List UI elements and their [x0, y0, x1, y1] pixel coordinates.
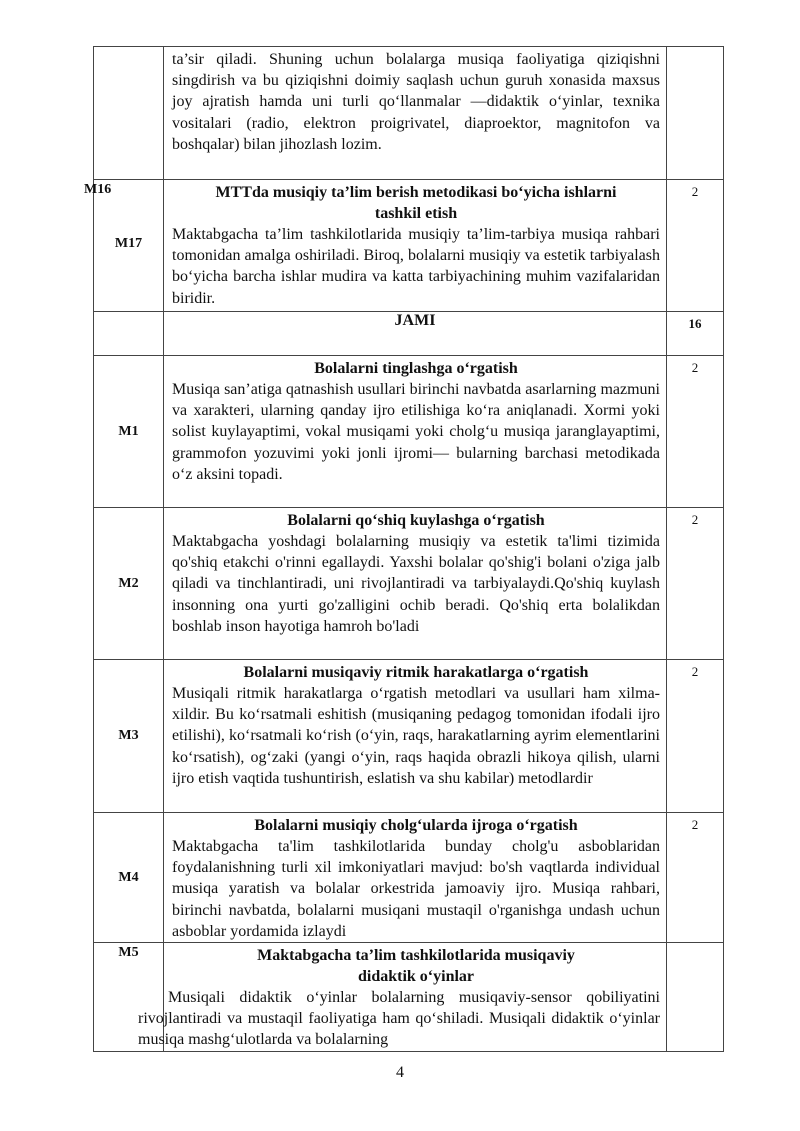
content-cell [164, 660, 667, 813]
content-cell [138, 943, 667, 1052]
code-cell [94, 47, 164, 180]
hours-cell: 2 [667, 660, 724, 813]
total-hours: 16 [667, 312, 724, 356]
row-text: Maktabgacha ta'lim tashkilotlarida bunday cholg'u asboblaridan foydalanishning turli xil imkoniyatlari mavjud: bo'sh vaqtlarda individual musiqa yaratish va bolalar orkestrida jamoaviy ijro. Musiqa rahbari, birinchi navbatda, bolalarni musiqani mustaqil o'rganishga undash uchun asboblar yordamida izlaydi [172, 838, 660, 940]
table-row [94, 813, 724, 943]
row-code: M1 [94, 356, 164, 508]
table-row [94, 356, 724, 508]
page-number: 4 [396, 1064, 404, 1081]
hours-cell: 2 [667, 813, 724, 943]
row-code: M5 [94, 943, 164, 1052]
row-title: Bolalarni tinglashga o‘rgatish [314, 360, 518, 377]
row-title: MTTda musiqiy ta’lim berish metodikasi bo‘yicha ishlarni tashkil etish [215, 184, 617, 222]
table-row [94, 312, 724, 356]
row-title: Bolalarni musiqiy cholg‘ularda ijroga o‘rgatish [254, 817, 578, 834]
table-row [94, 943, 724, 1052]
row-code-2: M17 [114, 236, 143, 251]
row-text: Musiqali didaktik o‘yinlar bolalarning musiqaviy-sensor qobiliyatini rivojlantiradi va mustaqil faoliyatiga ham qo‘shiladi. Musiqali didaktik o‘yinlar musiqa mashg‘ulotlarda va bolalarning [138, 989, 660, 1049]
table-row [94, 47, 724, 180]
row-text: Musiqa san’atiga qatnashish usullari birinchi navbatda asarlarning mazmuni va xarakteri, ularning qanday ijro etilishiga ko‘ra aniqlanadi. Xormi yoki solist kuylayaptimi, vokal musiqami yoki cholg‘u musiqa jaranglayaptimi, grammofon yozuvimi yoki jonli ijromi— bularning barchasi metodikada o‘z aksini topadi. [172, 381, 660, 483]
table-row [94, 180, 724, 312]
hours-cell: 2 [667, 356, 724, 508]
row-text: Maktabgacha ta’lim tashkilotlarida musiqiy ta’lim-tarbiya musiqa rahbari tomonidan amalga oshiriladi. Biroq, bolalarni musiqiy va estetik tarbiyalash bo‘yicha barcha ishlar mudira va katta tarbiyachining muhim vazifalaridan biridir. [172, 226, 660, 307]
content-cell [164, 47, 667, 180]
content-cell [164, 356, 667, 508]
row-title: Bolalarni musiqaviy ritmik harakatlarga o‘rgatish [243, 664, 589, 681]
total-label: JAMI [164, 312, 667, 356]
row-code: M2 [94, 508, 164, 660]
code-cell [84, 180, 164, 312]
content-cell [164, 180, 667, 312]
row-text: ta’sir qiladi. Shuning uchun bolalarga musiqa faoliyatiga qiziqishni singdirish va bu qiziqishni doimiy saqlash uchun guruh xonasida maxsus joy ajratish hamda uni turli qo‘llanmalar —didaktik o‘yinlar, texnika vositalari (radio, elektron proigrivatel, diaproektor, magnitofon va boshqalar) bilan jihozlash lozim. [172, 51, 660, 153]
table-row [94, 660, 724, 813]
table-row [94, 508, 724, 660]
content-cell [164, 813, 667, 943]
hours-cell: 2 [667, 180, 724, 312]
hours-cell [667, 943, 724, 1052]
row-code: M4 [94, 813, 164, 943]
row-title: Maktabgacha ta’lim tashkilotlarida musiqaviy didaktik o‘yinlar [257, 947, 575, 986]
hours-cell: 2 [667, 508, 724, 660]
code-cell [94, 312, 164, 356]
row-code: M16 [84, 182, 112, 197]
row-title: Bolalarni qo‘shiq kuylashga o‘rgatish [287, 512, 545, 529]
hours-cell [667, 47, 724, 180]
curriculum-table [84, 46, 724, 1052]
content-cell [164, 508, 667, 660]
row-code: M3 [94, 660, 164, 813]
row-text: Musiqali ritmik harakatlarga o‘rgatish metodlari va usullari ham xilma-xildir. Bu ko‘rsatmali eshitish (musiqaning pedagog tomonidan ifodali ijro etilishi), ko‘rsatmali ko‘rish (o‘yin, raqs, harakatlarning ayrim elementlarini ko‘rsatish), og‘zaki (yangi o‘yin, raqs haqida obrazli hikoya qilish, ularni ijro etish vaqtida tushuntirish, eslatish va shu kabilar) metodlardir [172, 685, 660, 787]
row-text: Maktabgacha yoshdagi bolalarning musiqiy va estetik ta'limi tizimida qo'shiq etakchi o'rinni egallaydi. Yaxshi bolalar qo'shig'i bolani o'ziga jalb qiladi va tinchlantiradi, uni rivojlantiradi va tarbiyalaydi.Qo'shiq kuylash insonning ona yurti go'zalligini ochib beradi. Qo'shiq erta bolalikdan boshlab inson hayotiga hamroh bo'ladi [172, 533, 660, 635]
